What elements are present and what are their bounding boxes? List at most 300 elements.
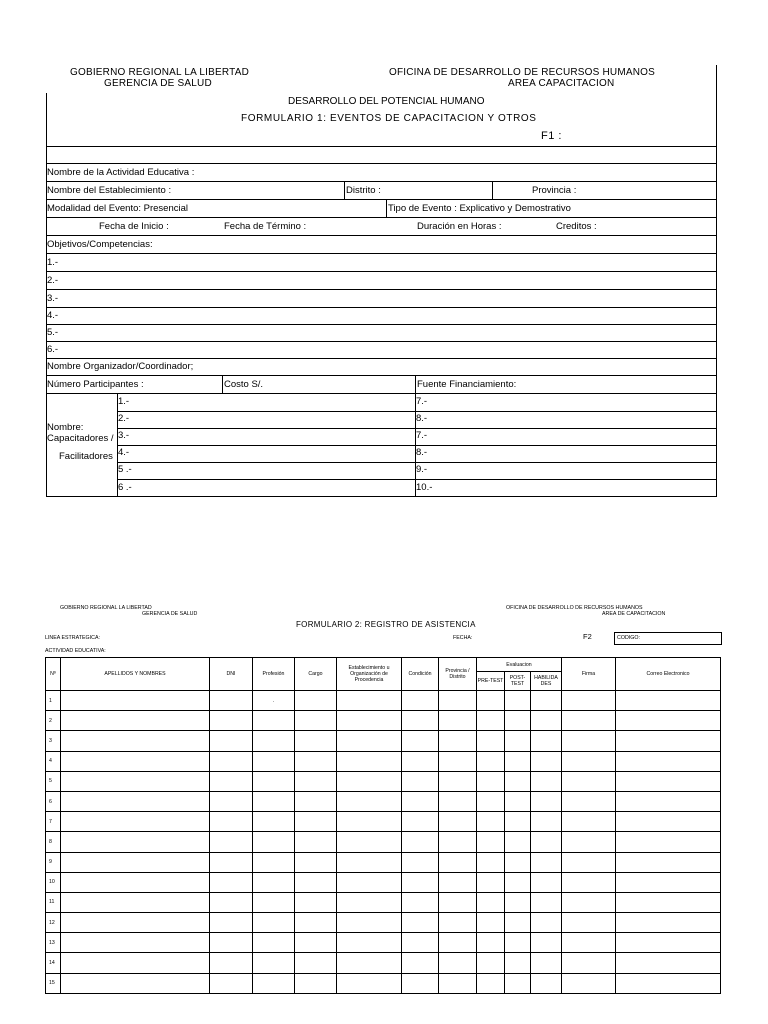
cap-line (117, 428, 716, 429)
sep (344, 182, 345, 199)
col-condicion: Condición (402, 658, 439, 691)
f2-code: F2 (583, 632, 592, 641)
col-habilidades: HABILIDA DES (531, 672, 562, 691)
table-cell[interactable] (505, 731, 531, 751)
cap-right-2: 8.- (416, 413, 428, 424)
f2-header-left-1: GOBIERNO REGIONAL LA LIBERTAD (60, 605, 152, 611)
table-cell[interactable] (531, 913, 562, 933)
row-number: 8 (46, 832, 61, 852)
table-row (46, 852, 721, 872)
table-cell[interactable] (295, 691, 337, 711)
objetivo-item: 3.- (47, 293, 59, 304)
header-right-line1: OFICINA DE DESARROLLO DE RECURSOS HUMANOS (389, 67, 656, 78)
table-cell[interactable] (439, 731, 477, 751)
table-cell[interactable] (253, 812, 295, 832)
table-cell[interactable] (616, 812, 721, 832)
table-cell[interactable] (477, 711, 505, 731)
table-cell[interactable] (439, 832, 477, 852)
table-cell[interactable] (439, 973, 477, 993)
f2-codigo-label: CODIGO: (617, 635, 640, 641)
table-cell[interactable] (337, 872, 402, 892)
cap-left-6: 6 .- (118, 482, 132, 493)
table-cell[interactable] (531, 852, 562, 872)
table-cell[interactable] (531, 872, 562, 892)
form1-right-border (716, 65, 717, 496)
cap-label-line3: Facilitadores (59, 451, 113, 462)
table-cell[interactable] (210, 711, 253, 731)
table-cell[interactable] (210, 892, 253, 912)
table-cell[interactable] (562, 973, 616, 993)
table-cell[interactable] (402, 812, 439, 832)
row-number: 11 (46, 892, 61, 912)
table-cell[interactable]: . (253, 691, 295, 711)
cap-left-5: 5 .- (118, 464, 132, 475)
table-cell[interactable] (562, 791, 616, 811)
cap-left-4: 4.- (118, 447, 130, 458)
table-cell[interactable] (295, 751, 337, 771)
table-cell[interactable] (253, 973, 295, 993)
table-cell[interactable] (337, 691, 402, 711)
row-objetivo-1 (46, 254, 716, 272)
table-cell[interactable] (253, 711, 295, 731)
table-cell[interactable] (562, 933, 616, 953)
row-number: 13 (46, 933, 61, 953)
table-cell[interactable] (439, 791, 477, 811)
table-row (46, 691, 721, 711)
table-cell[interactable] (616, 791, 721, 811)
cap-right-3: 7.- (416, 430, 428, 441)
f2-header-left-2: GERENCIA DE SALUD (142, 611, 198, 617)
table-cell[interactable] (477, 872, 505, 892)
table-cell[interactable] (295, 973, 337, 993)
table-cell[interactable] (337, 812, 402, 832)
table-cell[interactable] (61, 751, 210, 771)
table-cell[interactable] (439, 892, 477, 912)
objetivo-item: 4.- (47, 310, 59, 321)
table-cell[interactable] (61, 791, 210, 811)
col-dni: DNI (210, 658, 253, 691)
table-cell[interactable] (253, 872, 295, 892)
cap-right-1: 7.- (416, 396, 428, 407)
table-cell[interactable] (61, 771, 210, 791)
table-cell[interactable] (210, 691, 253, 711)
col-post-test: POST-TEST (505, 672, 531, 691)
objetivo-item: 2.- (47, 275, 59, 286)
table-cell[interactable] (210, 731, 253, 751)
table-cell[interactable] (210, 852, 253, 872)
table-cell[interactable] (531, 832, 562, 852)
col-evaluacion: Evaluacion (477, 658, 562, 672)
table-cell[interactable] (439, 872, 477, 892)
row-number: 9 (46, 852, 61, 872)
cap-left-3: 3.- (118, 430, 130, 441)
table-cell[interactable] (562, 892, 616, 912)
table-cell[interactable] (61, 892, 210, 912)
table-cell[interactable] (616, 731, 721, 751)
table-cell[interactable] (210, 933, 253, 953)
table-row (46, 933, 721, 953)
table-cell[interactable] (531, 791, 562, 811)
table-cell[interactable] (505, 771, 531, 791)
cap-line (117, 462, 716, 463)
label-provincia: Provincia : (532, 185, 577, 196)
table-cell[interactable] (477, 731, 505, 751)
row-participantes (46, 376, 716, 394)
cap-line (117, 445, 716, 446)
table-cell[interactable] (531, 973, 562, 993)
table-cell[interactable] (531, 711, 562, 731)
table-cell[interactable] (210, 913, 253, 933)
table-cell[interactable] (253, 751, 295, 771)
table-cell[interactable] (61, 973, 210, 993)
objetivo-item: 5.- (47, 327, 59, 338)
table-cell[interactable] (210, 953, 253, 973)
table-cell[interactable] (562, 872, 616, 892)
row-number: 3 (46, 731, 61, 751)
cap-label-line2: Capacitadores / (47, 433, 114, 444)
table-cell[interactable] (505, 892, 531, 912)
table-cell[interactable] (505, 832, 531, 852)
table-cell[interactable] (616, 832, 721, 852)
table-cell[interactable] (562, 711, 616, 731)
row-number: 12 (46, 913, 61, 933)
col-cargo: Cargo (295, 658, 337, 691)
table-cell[interactable] (477, 852, 505, 872)
table-row (46, 711, 721, 731)
table-cell[interactable] (295, 771, 337, 791)
table-cell[interactable] (402, 852, 439, 872)
table-cell[interactable] (616, 892, 721, 912)
table-cell[interactable] (61, 872, 210, 892)
table-cell[interactable] (253, 832, 295, 852)
sep (415, 376, 416, 393)
table-cell[interactable] (616, 711, 721, 731)
table-cell[interactable] (531, 751, 562, 771)
table-cell[interactable] (337, 832, 402, 852)
table-row (46, 953, 721, 973)
label-costo: Costo S/. (224, 379, 264, 390)
header-right-line2: AREA CAPACITACION (508, 78, 615, 89)
col-firma: Firma (562, 658, 616, 691)
label-fuente: Fuente Financiamiento: (417, 379, 517, 390)
table-cell[interactable] (562, 812, 616, 832)
table-cell[interactable] (295, 731, 337, 751)
cap-line (117, 479, 716, 480)
label-establecimiento: Nombre del Establecimiento : (47, 185, 172, 196)
table-cell[interactable] (505, 711, 531, 731)
table-row (46, 812, 721, 832)
table-cell[interactable] (439, 933, 477, 953)
table-cell[interactable] (616, 852, 721, 872)
table-cell[interactable] (531, 812, 562, 832)
table-row (46, 913, 721, 933)
table-cell[interactable] (402, 771, 439, 791)
table-cell[interactable] (505, 953, 531, 973)
label-objetivos: Objetivos/Competencias: (47, 239, 153, 250)
table-cell[interactable] (210, 751, 253, 771)
table-cell[interactable] (439, 812, 477, 832)
table-cell[interactable] (616, 771, 721, 791)
table-cell[interactable] (477, 812, 505, 832)
f2-linea: LINEA ESTRATEGICA: (45, 635, 100, 641)
row-objetivo-4 (46, 307, 716, 325)
table-cell[interactable] (210, 771, 253, 791)
row-organizador (46, 358, 716, 376)
table-cell[interactable] (477, 791, 505, 811)
table-cell[interactable] (616, 751, 721, 771)
table-cell[interactable] (337, 892, 402, 912)
row-number: 7 (46, 812, 61, 832)
table-cell[interactable] (61, 812, 210, 832)
form1-bottom-border (46, 496, 717, 497)
table-cell[interactable] (562, 953, 616, 973)
cap-left-2: 2.- (118, 413, 130, 424)
row-actividad (46, 164, 716, 182)
label-modalidad: Modalidad del Evento: Presencial (47, 203, 189, 214)
table-cell[interactable] (295, 791, 337, 811)
table-row (46, 791, 721, 811)
label-distrito: Distrito : (346, 185, 381, 196)
table-cell[interactable] (505, 933, 531, 953)
label-fecha-inicio: Fecha de Inicio : (99, 221, 169, 232)
table-cell[interactable] (253, 913, 295, 933)
table-cell[interactable] (477, 933, 505, 953)
cap-line (117, 411, 716, 412)
table-cell[interactable] (531, 953, 562, 973)
table-cell[interactable] (337, 711, 402, 731)
table-cell[interactable] (337, 933, 402, 953)
label-actividad: Nombre de la Actividad Educativa : (47, 167, 195, 178)
table-cell[interactable] (402, 691, 439, 711)
table-cell[interactable] (210, 872, 253, 892)
table-cell[interactable] (402, 933, 439, 953)
table-cell[interactable] (562, 731, 616, 751)
sep (492, 182, 493, 199)
row-objetivos (46, 236, 716, 254)
table-cell[interactable] (477, 892, 505, 912)
label-organizador: Nombre Organizador/Coordinador; (47, 361, 194, 372)
table-cell[interactable] (295, 933, 337, 953)
table-row (46, 832, 721, 852)
table-cell[interactable] (61, 711, 210, 731)
table-row (46, 892, 721, 912)
table-cell[interactable] (477, 913, 505, 933)
table-cell[interactable] (531, 771, 562, 791)
table-cell[interactable] (402, 832, 439, 852)
row-number: 6 (46, 791, 61, 811)
table-cell[interactable] (505, 751, 531, 771)
table-cell[interactable] (402, 913, 439, 933)
table-cell[interactable] (402, 791, 439, 811)
table-cell[interactable] (439, 953, 477, 973)
table-cell[interactable] (402, 751, 439, 771)
table-cell[interactable] (439, 771, 477, 791)
table-cell[interactable] (477, 751, 505, 771)
cap-label (47, 422, 117, 462)
table-cell[interactable] (337, 771, 402, 791)
table-cell[interactable] (439, 852, 477, 872)
table-cell[interactable] (337, 973, 402, 993)
table-cell[interactable] (337, 852, 402, 872)
label-duracion: Duración en Horas : (417, 221, 502, 232)
table-cell[interactable] (295, 872, 337, 892)
table-cell[interactable] (505, 791, 531, 811)
row-number: 1 (46, 691, 61, 711)
table-cell[interactable] (253, 953, 295, 973)
f2-title: FORMULARIO 2: REGISTRO DE ASISTENCIA (296, 620, 476, 629)
table-cell[interactable] (253, 852, 295, 872)
f2-header-right-2: AREA DE CAPACITACION (602, 611, 666, 617)
objetivo-item: 6.- (47, 344, 59, 355)
table-cell[interactable] (253, 933, 295, 953)
table-cell[interactable] (531, 892, 562, 912)
sep (222, 376, 223, 393)
table-row (46, 973, 721, 993)
f2-codigo-box[interactable] (614, 632, 722, 645)
cap-left-1: 1.- (118, 396, 130, 407)
row-objetivo-2 (46, 272, 716, 290)
table-cell[interactable] (402, 731, 439, 751)
objetivo-item: 1.- (47, 257, 59, 268)
table-cell[interactable] (505, 691, 531, 711)
table-row (46, 751, 721, 771)
form1-code: F1 : (541, 130, 562, 142)
label-creditos: Creditos : (556, 221, 597, 232)
table-cell[interactable] (61, 731, 210, 751)
row-number: 2 (46, 711, 61, 731)
table-cell[interactable] (477, 832, 505, 852)
table-cell[interactable] (210, 973, 253, 993)
col-apellidos: APELLIDOS Y NOMBRES (61, 658, 210, 691)
table-cell[interactable] (253, 771, 295, 791)
table-cell[interactable] (337, 913, 402, 933)
header-left-line1: GOBIERNO REGIONAL LA LIBERTAD (70, 67, 249, 78)
table-row (46, 771, 721, 791)
label-tipo-evento: Tipo de Evento : Explicativo y Demostrativo (388, 203, 571, 214)
table-cell[interactable] (210, 832, 253, 852)
table-cell[interactable] (295, 892, 337, 912)
cap-right-4: 8.- (416, 447, 428, 458)
table-cell[interactable] (253, 791, 295, 811)
cap-right-5: 9.- (416, 464, 428, 475)
table-cell[interactable] (439, 751, 477, 771)
cap-right-6: 10.- (416, 482, 433, 493)
col-correo: Correo Electronico (616, 658, 721, 691)
table-cell[interactable] (61, 953, 210, 973)
header-left-line2: GERENCIA DE SALUD (104, 78, 212, 89)
table-cell[interactable] (616, 973, 721, 993)
form1-title-2: FORMULARIO 1: EVENTOS DE CAPACITACION Y OTROS (241, 113, 537, 124)
table-cell[interactable] (439, 711, 477, 731)
table-cell[interactable] (477, 953, 505, 973)
table-cell[interactable] (402, 973, 439, 993)
form1-title-1: DESARROLLO DEL POTENCIAL HUMANO (288, 96, 485, 107)
table-cell[interactable] (616, 872, 721, 892)
table-cell[interactable] (616, 953, 721, 973)
attendance-body (46, 691, 721, 994)
table-cell[interactable] (562, 751, 616, 771)
table-cell[interactable] (505, 852, 531, 872)
cap-label-line1: Nombre: (47, 422, 84, 433)
table-cell[interactable] (562, 832, 616, 852)
table-cell[interactable] (61, 832, 210, 852)
table-cell[interactable] (562, 852, 616, 872)
table-cell[interactable] (61, 852, 210, 872)
table-cell[interactable] (210, 791, 253, 811)
table-cell[interactable] (439, 691, 477, 711)
form1-divider-a (46, 146, 716, 147)
sep (386, 200, 387, 217)
table-cell[interactable] (295, 812, 337, 832)
table-cell[interactable] (531, 691, 562, 711)
table-cell[interactable] (337, 751, 402, 771)
row-number: 5 (46, 771, 61, 791)
table-cell[interactable] (531, 933, 562, 953)
col-provincia: Provincia / Distrito (439, 658, 477, 691)
label-fecha-termino: Fecha de Término : (224, 221, 307, 232)
table-cell[interactable] (402, 872, 439, 892)
table-cell[interactable] (616, 913, 721, 933)
table-cell[interactable] (477, 973, 505, 993)
table-cell[interactable] (402, 892, 439, 912)
row-modalidad (46, 200, 716, 218)
table-cell[interactable] (616, 933, 721, 953)
row-number: 10 (46, 872, 61, 892)
table-cell[interactable] (61, 913, 210, 933)
table-cell[interactable] (477, 691, 505, 711)
table-cell[interactable] (439, 913, 477, 933)
row-number: 15 (46, 973, 61, 993)
label-num-participantes: Número Participantes : (47, 379, 144, 390)
f2-header-right-1: OFICINA DE DESARROLLO DE RECURSOS HUMANOS (506, 605, 643, 611)
col-establecimiento: Establecimiento u Organización de Procedencia (337, 658, 402, 691)
table-cell[interactable] (402, 711, 439, 731)
table-cell[interactable] (337, 791, 402, 811)
table-cell[interactable] (61, 691, 210, 711)
table-cell[interactable] (402, 953, 439, 973)
table-cell[interactable] (295, 913, 337, 933)
table-cell[interactable] (505, 913, 531, 933)
f2-fecha: FECHA: (453, 635, 473, 641)
table-cell[interactable] (253, 892, 295, 912)
table-cell[interactable] (562, 691, 616, 711)
table-cell[interactable] (61, 933, 210, 953)
table-row (46, 872, 721, 892)
table-cell[interactable] (253, 731, 295, 751)
row-objetivo-3 (46, 290, 716, 308)
row-number: 4 (46, 751, 61, 771)
table-cell[interactable] (295, 953, 337, 973)
table-cell[interactable] (562, 913, 616, 933)
row-objetivo-5 (46, 324, 716, 342)
table-cell[interactable] (505, 872, 531, 892)
table-cell[interactable] (531, 731, 562, 751)
row-objetivo-6 (46, 341, 716, 359)
table-cell[interactable] (477, 771, 505, 791)
table-cell[interactable] (505, 973, 531, 993)
table-cell[interactable] (210, 812, 253, 832)
table-cell[interactable] (616, 691, 721, 711)
table-cell[interactable] (562, 771, 616, 791)
table-cell[interactable] (337, 953, 402, 973)
f2-actividad: ACTIVIDAD EDUCATIVA: (45, 648, 106, 654)
table-cell[interactable] (505, 812, 531, 832)
table-cell[interactable] (337, 731, 402, 751)
table-cell[interactable] (295, 832, 337, 852)
table-cell[interactable] (295, 711, 337, 731)
table-cell[interactable] (295, 852, 337, 872)
col-n: Nº (46, 658, 61, 691)
